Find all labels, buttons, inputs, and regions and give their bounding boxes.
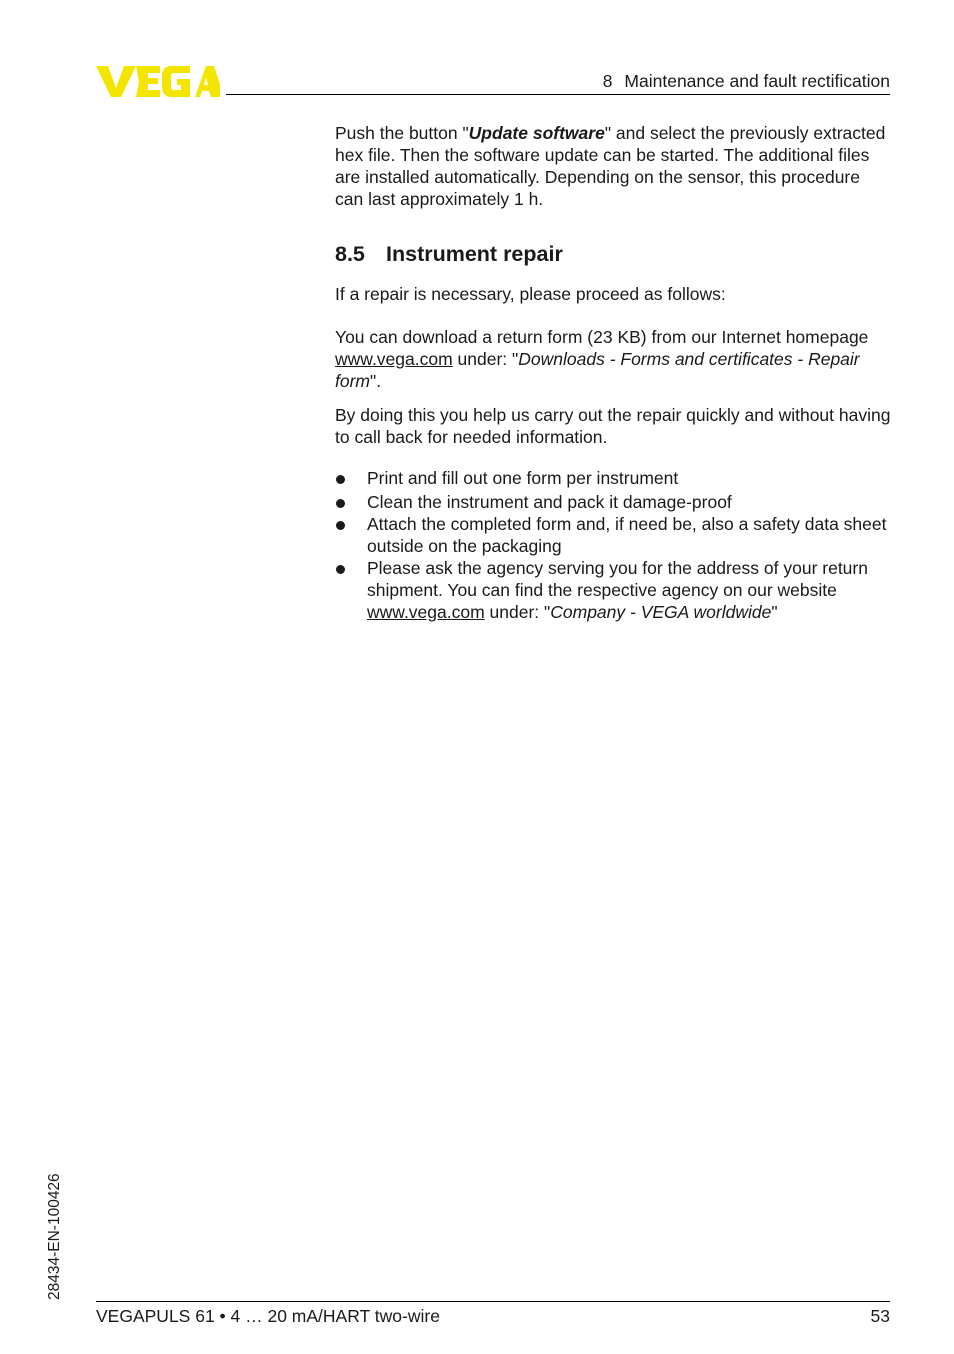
list-item	[335, 513, 891, 557]
header-rule	[226, 94, 890, 95]
list-item	[335, 557, 891, 623]
footer-product-title: VEGAPULS 61 • 4 … 20 mA/HART two-wire	[96, 1306, 440, 1326]
list-item-text: Clean the instrument and pack it damage-proof	[367, 492, 732, 512]
paragraph-download-form	[335, 326, 891, 392]
repair-intro-text: If a repair is necessary, please proceed as follows:	[335, 284, 726, 304]
paragraph-benefit	[335, 404, 891, 448]
list-item	[335, 467, 891, 489]
intro-paragraph	[335, 122, 891, 210]
list-item-text: Please ask the agency serving you for the address of your return shipment. You can find the respective agency on our website	[367, 558, 868, 600]
download-text-start: You can download a return form (23 KB) from our Internet homepage	[335, 327, 869, 347]
list-item	[335, 491, 891, 513]
bullet-icon	[336, 521, 345, 530]
running-header	[603, 71, 890, 92]
download-path: Downloads - Forms and certificates - Repair form	[335, 349, 860, 391]
bullet-icon	[336, 475, 345, 484]
intro-text-start: Push the button "	[335, 123, 469, 143]
section-heading	[335, 242, 563, 267]
list-item-text: Print and fill out one form per instrument	[367, 468, 679, 488]
benefit-text: By doing this you help us carry out the repair quickly and without having to call back for needed information.	[335, 405, 891, 447]
company-path: Company - VEGA worldwide	[550, 602, 772, 622]
list-item-text: Attach the completed form and, if need be, also a safety data sheet outside on the packaging	[367, 514, 887, 556]
section-number: 8.5	[335, 242, 365, 266]
bullet-icon	[336, 565, 345, 574]
header-section-title: Maintenance and fault rectification	[624, 71, 890, 91]
document-id: 28434-EN-100426	[46, 1173, 63, 1300]
section-title: Instrument repair	[386, 242, 563, 266]
page-number: 53	[870, 1306, 890, 1326]
bullet-icon	[336, 499, 345, 508]
header-section-number: 8	[602, 71, 613, 91]
update-software-label: Update software	[468, 123, 605, 143]
vega-website-link[interactable]: www.vega.com	[367, 602, 485, 622]
download-text-middle: under: "	[452, 349, 519, 369]
list-item-text: "	[771, 602, 778, 622]
intro-text-end: " and select the previously extracted hex file. Then the software update can be started. The additional files are installed automatically. Depending on the sensor, this procedure can last approximately 1 h.	[335, 123, 886, 209]
vega-logo	[96, 64, 220, 98]
download-text-end: ".	[370, 371, 382, 391]
vega-website-link[interactable]: www.vega.com	[335, 349, 453, 369]
list-item-text: under: "	[484, 602, 551, 622]
repair-steps-list	[335, 467, 891, 623]
paragraph-repair-intro	[335, 283, 891, 305]
footer-rule	[96, 1301, 890, 1302]
